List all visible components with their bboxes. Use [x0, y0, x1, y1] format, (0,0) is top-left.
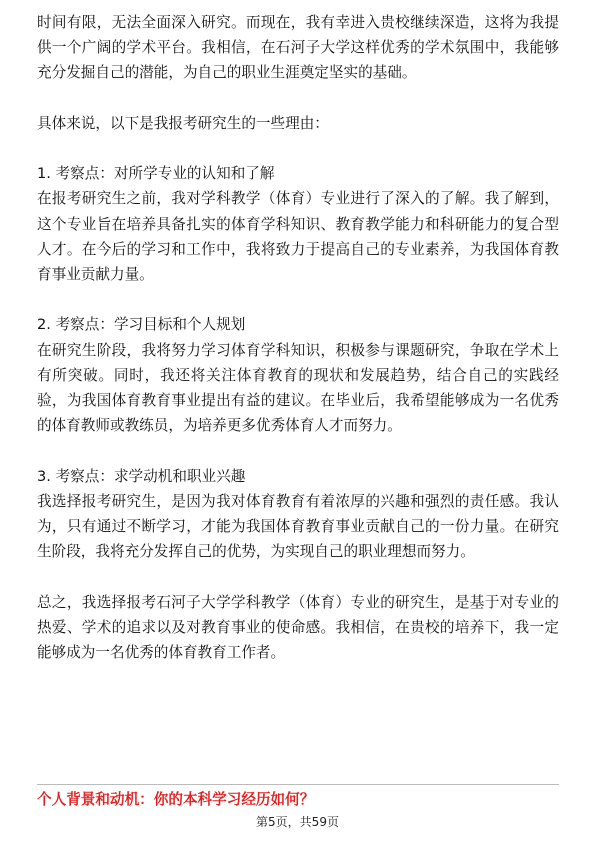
page-number-footer: 第5页，共59页 [256, 815, 339, 829]
section-2-body: 在研究生阶段，我将努力学习体育学科知识，积极参与课题研究，争取在学术上有所突破。同时，我还将关注体育教育的现状和发展趋势，结合自己的实践经验，为我国体育教育事业提出有益的建议。在毕业后，我希望能够成为一名优秀的体育教师或教练员，为培养更多优秀体育人才而努力。 [37, 341, 559, 435]
spacer [37, 287, 559, 312]
section-1-heading: 1. 考察点：对所学专业的认知和了解 [37, 165, 275, 183]
lead-in-text: 具体来说，以下是我报考研究生的一些理由： [37, 114, 329, 132]
section-divider [37, 784, 559, 785]
section-3-heading: 3. 考察点：求学动机和职业兴趣 [37, 467, 246, 485]
conclusion-paragraph: 总之，我选择报考石河子大学学科教学（体育）专业的研究生，是基于对专业的热爱、学术的追求以及对教育事业的使命感。我相信，在贵校的培养下，我一定能够成为一名优秀的体育教育工作者。 [37, 593, 559, 661]
spacer [37, 564, 559, 589]
section-1-body: 在报考研究生之前，我对学科教学（体育）专业进行了深入的了解。我了解到，这个专业旨在培养具备扎实的体育学科知识、教育教学能力和科研能力的复合型人才。在今后的学习和工作中，我将致力于提高自己的专业素养，为我国体育教育事业贡献力量。 [37, 190, 559, 283]
section-2-heading: 2. 考察点：学习目标和个人规划 [37, 316, 246, 334]
section-3-body: 我选择报考研究生，是因为我对体育教育有着浓厚的兴趣和强烈的责任感。我认为，只有通过不断学习，才能为我国体育教育事业贡献自己的一份力量。在研究生阶段，我将充分发挥自己的优势，为实现自己的职业理想而努力。 [37, 492, 559, 561]
next-question-heading: 个人背景和动机：你的本科学习经历如何？ [37, 791, 315, 808]
spacer [37, 136, 559, 161]
intro-paragraph: 时间有限，无法全面深入研究。而现在，我有幸进入贵校继续深造，这将为我提供一个广阔的学术平台。我相信，在石河子大学这样优秀的学术氛围中，我能够充分发掘自己的潜能，为自己的职业生涯奠定坚实的基础。 [37, 14, 559, 82]
document-body [37, 10, 559, 665]
spacer [37, 86, 559, 111]
spacer [37, 438, 559, 463]
